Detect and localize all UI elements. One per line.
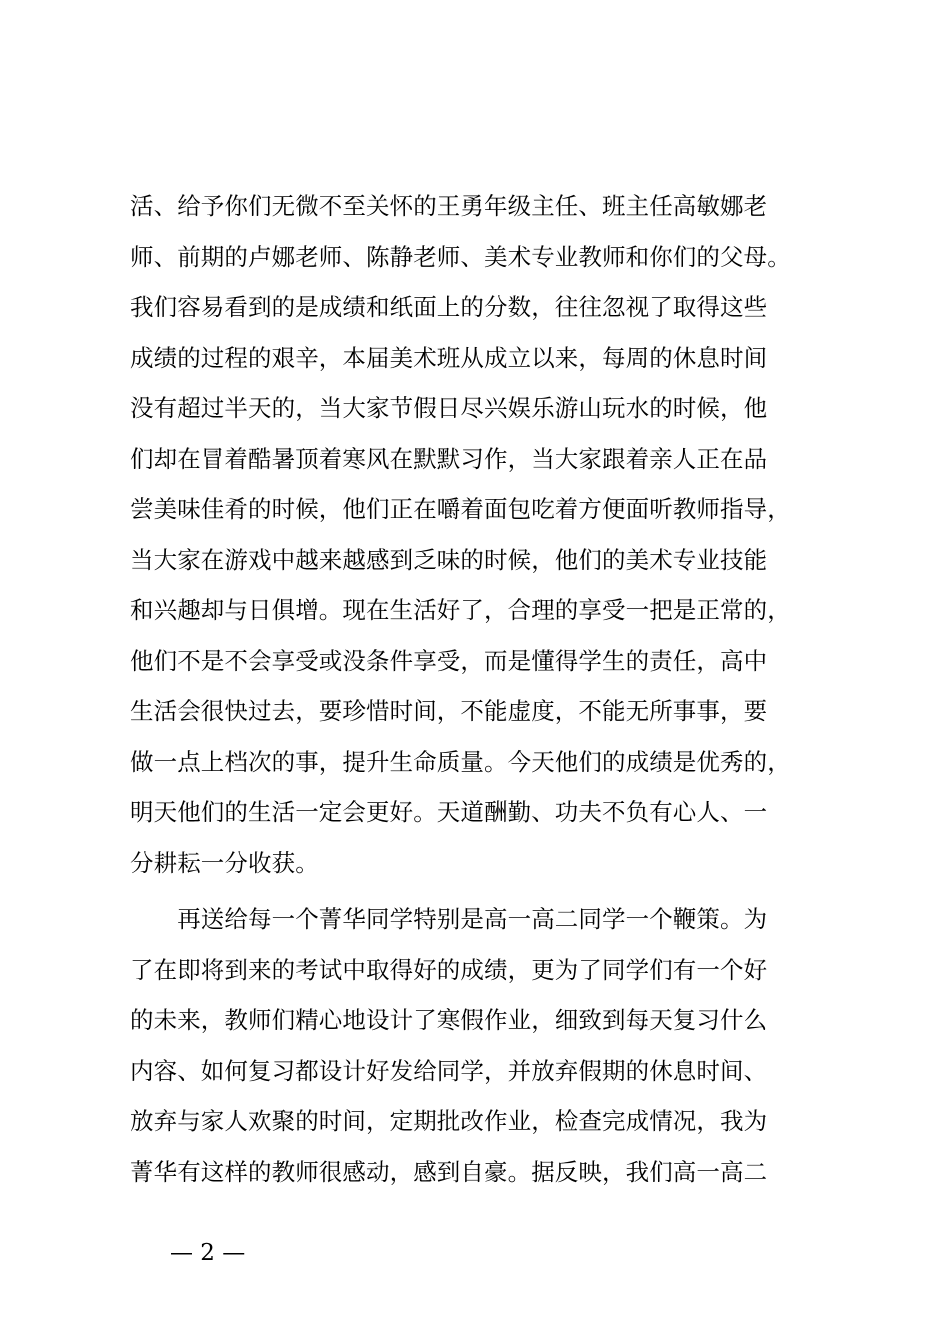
text-line: 们却在冒着酷暑顶着寒风在默默习作，当大家跟着亲人正在品 <box>130 444 768 473</box>
text-line: 师、前期的卢娜老师、陈静老师、美术专业教师和你们的父母。 <box>130 242 791 271</box>
text-line: 他们不是不会享受或没条件享受，而是懂得学生的责任，高中 <box>130 646 768 675</box>
text-line: 活、给予你们无微不至关怀的王勇年级主任、班主任高敏娜老 <box>130 192 768 220</box>
text-line: 做一点上档次的事，提升生命质量。今天他们的成绩是优秀的， <box>130 747 791 776</box>
text-line: 生活会很快过去，要珍惜时间，不能虚度，不能无所事事，要 <box>130 697 768 725</box>
text-line: 我们容易看到的是成绩和纸面上的分数，往往忽视了取得这些 <box>130 293 768 321</box>
text-line: 内容、如何复习都设计好发给同学，并放弃假期的休息时间、 <box>130 1056 768 1085</box>
text-line: 了在即将到来的考试中取得好的成绩，更为了同学们有一个好 <box>130 955 768 984</box>
text-line: 和兴趣却与日俱增。现在生活好了，合理的享受一把是正常的， <box>130 596 791 624</box>
text-line: 当大家在游戏中越来越感到乏味的时候，他们的美术专业技能 <box>130 545 768 574</box>
text-line: 菁华有这样的教师很感动，感到自豪。据反映，我们高一高二 <box>130 1157 768 1186</box>
text-line: 放弃与家人欢聚的时间，定期批改作业，检查完成情况，我为 <box>130 1107 768 1135</box>
text-line: 的未来，教师们精心地设计了寒假作业，细致到每天复习什么 <box>130 1006 768 1034</box>
text-line: 尝美味佳肴的时候，他们正在嚼着面包吃着方便面听教师指导， <box>130 495 791 523</box>
text-line: 再送给每一个菁华同学特别是高一高二同学一个鞭策。为 <box>130 905 768 933</box>
text-line: 没有超过半天的，当大家节假日尽兴娱乐游山玩水的时候，他 <box>130 394 768 422</box>
page-number: — 2 — <box>170 1240 246 1266</box>
body-text <box>130 181 830 1197</box>
text-line: 明天他们的生活一定会更好。天道酬勤、功夫不负有心人、一 <box>130 798 768 826</box>
text-line: 分耕耘一分收获。 <box>130 848 319 877</box>
text-line: 成绩的过程的艰辛，本届美术班从成立以来，每周的休息时间 <box>130 343 768 372</box>
